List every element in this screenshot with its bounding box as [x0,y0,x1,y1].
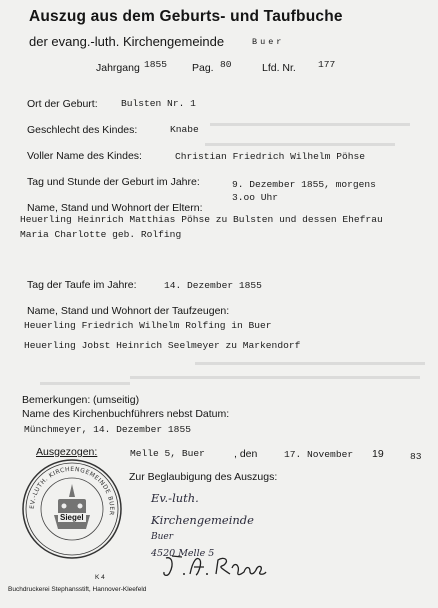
show-through-line [205,143,395,146]
seal-ring-text: EV.-LUTH. KIRCHENGEMEINDE BUER [28,465,116,517]
baptism-label: Tag der Taufe im Jahre: [27,279,137,291]
year-value: 1855 [144,59,168,70]
certification-label: Zur Beglaubigung des Auszugs: [129,471,278,483]
number-value: 177 [318,59,336,70]
issued-date: 17. November [284,449,354,460]
sex-value: Knabe [170,124,199,135]
godparents-line1: Heuerling Friedrich Wilhelm Rolfing in Buer [24,320,272,331]
stamp-line-4: 4520 Melle 5 [151,548,215,559]
signature-image [160,550,270,584]
show-through-line [195,362,425,365]
issued-den: , den [234,448,258,460]
document-title: Auszug aus dem Geburts- und Taufbuche [29,8,343,25]
church-seal [20,457,124,561]
number-label: Lfd. Nr. [262,62,296,74]
issued-year-suffix: 83 [410,451,422,462]
birthdate-line2: 3.oo Uhr [232,192,279,203]
year-label: Jahrgang [96,62,140,74]
parish-prefix: der evang.-luth. Kirchengemeinde [29,34,225,49]
birthdate-label: Tag und Stunde der Geburt im Jahre: [27,176,200,188]
parents-label: Name, Stand und Wohnort der Eltern: [27,202,203,214]
issued-place: Melle 5, Buer [130,448,205,459]
stamp-line-3: Buer [151,532,174,542]
form-code: K 4 [95,574,105,581]
parish-name: Buer [252,37,285,47]
remarks-value: (umseitig) [93,394,140,406]
show-through-line [130,376,420,379]
stamp-line-2: Kirchengemeinde [151,513,254,527]
baptism-value: 14. Dezember 1855 [164,280,262,291]
parents-line1: Heuerling Heinrich Matthias Pöhse zu Bulsten und dessen Ehefrau [20,214,383,225]
sex-label: Geschlecht des Kindes: [27,124,138,136]
show-through-line [40,382,130,385]
birthplace-label: Ort der Geburt: [27,98,98,110]
remarks-label: Bemerkungen: [22,394,91,406]
fullname-label: Voller Name des Kindes: [27,150,142,162]
fullname-value: Christian Friedrich Wilhelm Pöhse [175,151,365,162]
godparents-label: Name, Stand und Wohnort der Taufzeugen: [27,305,230,317]
page-label: Pag. [192,62,214,74]
birthdate-line1: 9. Dezember 1855, morgens [232,179,376,190]
printer-credit: Buchdruckerei Stephansstift, Hannover-Kleefeld [8,586,147,593]
stamp-line-1: Ev.-luth. [151,491,199,505]
show-through-line [210,123,410,126]
godparents-line2: Heuerling Jobst Heinrich Seelmeyer zu Markendorf [24,340,301,351]
parents-line2: Maria Charlotte geb. Rolfing [20,229,182,240]
registrar-label: Name des Kirchenbuchführers nebst Datum: [22,408,230,420]
seal-label: Siegel [60,513,84,522]
registrar-value: Münchmeyer, 14. Dezember 1855 [24,424,191,435]
page-value: 80 [220,59,232,70]
issued-year-prefix: 19 [372,448,384,460]
issued-label: Ausgezogen: [36,446,98,458]
birthplace-value: Bulsten Nr. 1 [121,98,196,109]
